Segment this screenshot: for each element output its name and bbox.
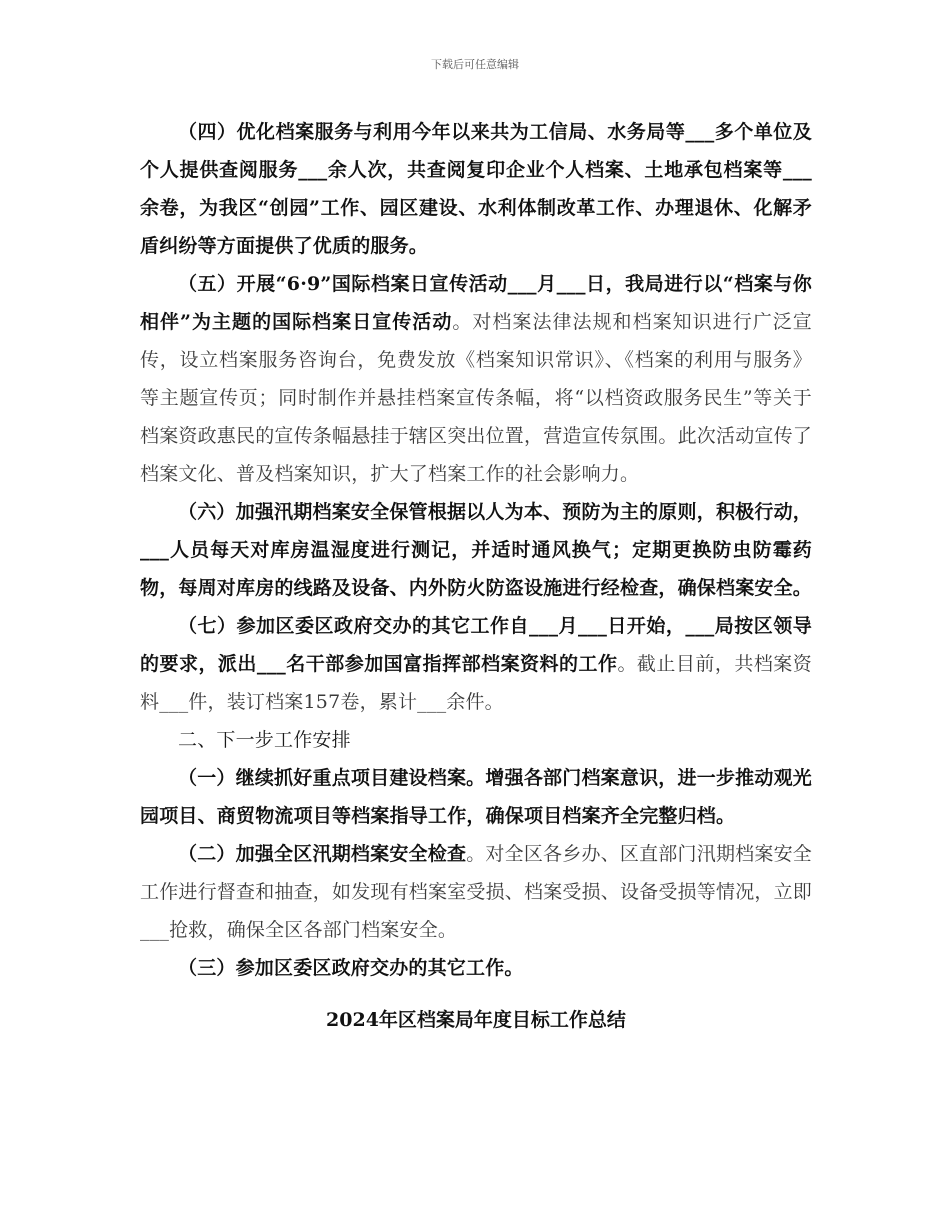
paragraph-4-service — [140, 113, 812, 265]
paragraph-7-other-work — [140, 607, 812, 721]
paragraph-next-1-key-projects — [140, 759, 812, 835]
paragraph-6-flood-safety — [140, 493, 812, 607]
paragraph-5-archives-day — [140, 265, 812, 493]
paragraph-next-2-inspection — [140, 835, 812, 949]
paragraph-bold-text: （五）开展“6·9”国际档案日宣传活动___月___日，我局进行以“档案与你相伴”为主题的国际档案日宣传活动 — [140, 273, 812, 333]
paragraph-bold-text: （六）加强汛期档案安全保管根据以人为本、预防为主的原则，积极行动，___人员每天对库房温湿度进行测记，并适时通风换气；定期更换防虫防霉药物，每周对库房的线路及设备、内外防火防盗设施进行经检查，确保档案安全。 — [140, 501, 813, 599]
paragraph-normal-text: 。对档案法律法规和档案知识进行广泛宣传，设立档案服务咨询台，免费发放《档案知识常识》、《档案的利用与服务》等主题宣传页；同时制作并悬挂档案宣传条幅，将“以档资政服务民生”等关于档案资政惠民的宣传条幅悬挂于辖区突出位置，营造宣传氛围。此次活动宣传了档案文化、普及档案知识，扩大了档案工作的社会影响力。 — [140, 311, 813, 485]
paragraph-bold-text: （三）参加区委区政府交办的其它工作。 — [178, 957, 524, 979]
paragraph-bold-text: （二）加强全区汛期档案安全检查 — [178, 843, 467, 865]
page-header: 下载后可任意编辑 — [431, 58, 519, 71]
document-title: 2024年区档案局年度目标工作总结 — [326, 1009, 626, 1031]
section-heading-next-steps — [140, 721, 812, 759]
paragraph-normal-text: 二、下一步工作安排 — [178, 729, 351, 751]
paragraph-bold-text: （一）继续抓好重点项目建设档案。增强各部门档案意识，进一步推动观光园项目、商贸物流项目等档案指导工作，确保项目档案齐全完整归档。 — [140, 767, 812, 827]
paragraph-bold-text: （四）优化档案服务与利用今年以来共为工信局、水务局等___多个单位及个人提供查阅服务___余人次，共查阅复印企业个人档案、土地承包档案等___余卷，为我区“创园”工作、园区建设、水利体制改革工作、办理退休、化解矛盾纠纷等方面提供了优质的服务。 — [140, 121, 812, 257]
paragraph-normal-text: 。截止目前，共档案资料___件，装订档案157卷，累计___余件。 — [140, 653, 812, 713]
paragraph-normal-text: 。对全区各乡办、区直部门汛期档案安全工作进行督查和抽查，如发现有档案室受损、档案受损、设备受损等情况，立即___抢救，确保全区各部门档案安全。 — [140, 843, 813, 941]
paragraph-bold-text: （七）参加区委区政府交办的其它工作自___月___日开始，___局按区领导的要求，派出___名干部参加国富指挥部档案资料的工作 — [140, 615, 812, 675]
document-body — [140, 113, 812, 1039]
paragraph-next-3-other-work — [140, 949, 812, 987]
